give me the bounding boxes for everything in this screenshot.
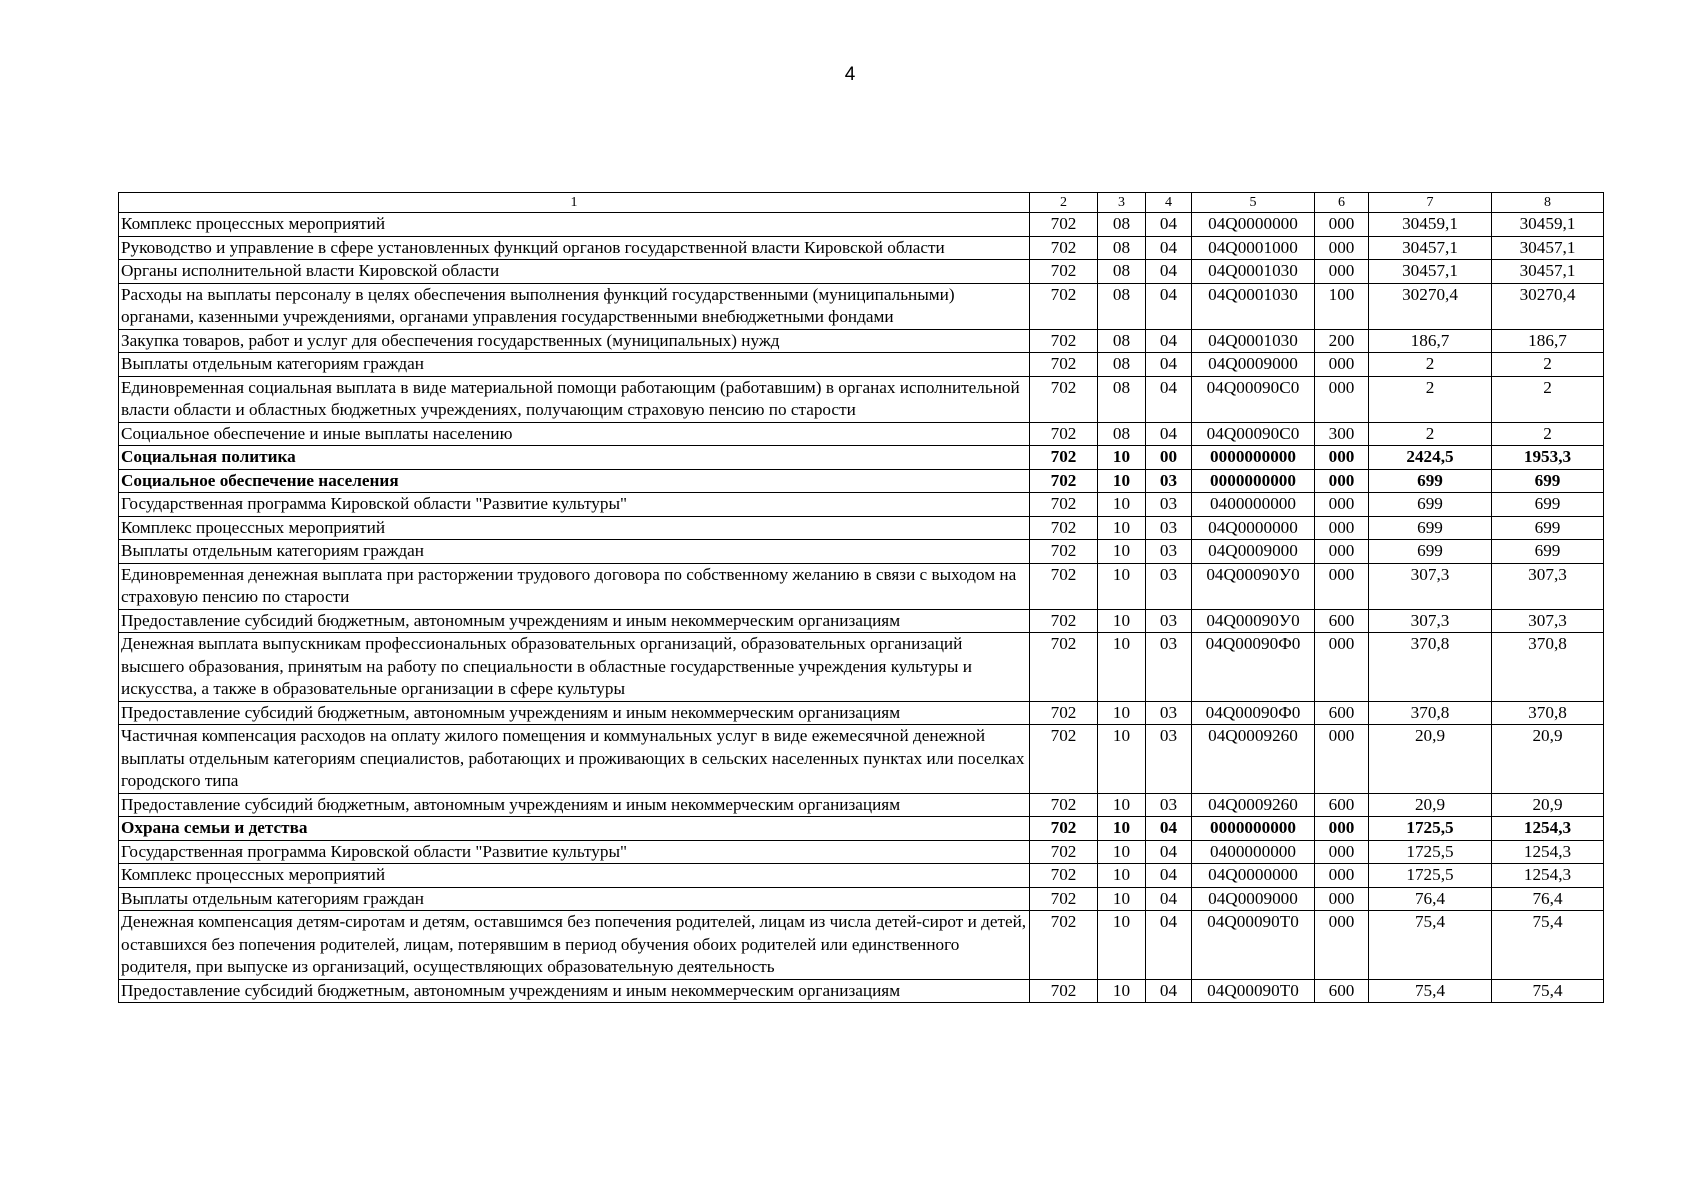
- section-code-cell: 10: [1098, 887, 1146, 911]
- amount-2025-cell: 2: [1369, 353, 1492, 377]
- expense-type-cell: 000: [1315, 563, 1369, 609]
- target-article-cell: 04Q0000000: [1192, 213, 1315, 237]
- section-code-cell: 10: [1098, 725, 1146, 794]
- table-row: [119, 353, 1604, 377]
- subsection-code-cell: 04: [1146, 353, 1192, 377]
- expense-type-cell: 000: [1315, 540, 1369, 564]
- section-code-cell: 10: [1098, 864, 1146, 888]
- expense-type-cell: 600: [1315, 609, 1369, 633]
- subsection-code-cell: 03: [1146, 540, 1192, 564]
- expense-type-cell: 000: [1315, 817, 1369, 841]
- target-article-cell: 04Q00090С0: [1192, 422, 1315, 446]
- row-name-cell: Комплекс процессных мероприятий: [119, 213, 1030, 237]
- target-article-cell: 04Q0009260: [1192, 793, 1315, 817]
- table-row: [119, 516, 1604, 540]
- amount-2025-cell: 1725,5: [1369, 840, 1492, 864]
- ministry-code-cell: 702: [1030, 817, 1098, 841]
- table-row: [119, 609, 1604, 633]
- table-row: [119, 376, 1604, 422]
- ministry-code-cell: 702: [1030, 540, 1098, 564]
- row-name-cell: Единовременная социальная выплата в виде материальной помощи работающим (работавшим) в органах исполнительной власти области и областных бюджетных учреждениях, получающим страховую пенсию по старости: [119, 376, 1030, 422]
- section-code-cell: 08: [1098, 329, 1146, 353]
- amount-2025-cell: 30270,4: [1369, 283, 1492, 329]
- table-row: [119, 887, 1604, 911]
- ministry-code-cell: 702: [1030, 329, 1098, 353]
- section-code-cell: 08: [1098, 236, 1146, 260]
- table-row: [119, 540, 1604, 564]
- amount-2026-cell: 699: [1492, 516, 1604, 540]
- expense-type-cell: 000: [1315, 633, 1369, 702]
- table-row: [119, 633, 1604, 702]
- column-number: 5: [1192, 193, 1315, 213]
- amount-2025-cell: 30457,1: [1369, 260, 1492, 284]
- row-name-cell: Комплекс процессных мероприятий: [119, 516, 1030, 540]
- amount-2025-cell: 30459,1: [1369, 213, 1492, 237]
- amount-2026-cell: 30270,4: [1492, 283, 1604, 329]
- ministry-code-cell: 702: [1030, 701, 1098, 725]
- subsection-code-cell: 03: [1146, 793, 1192, 817]
- amount-2025-cell: 699: [1369, 540, 1492, 564]
- section-code-cell: 08: [1098, 422, 1146, 446]
- amount-2025-cell: 20,9: [1369, 725, 1492, 794]
- expense-type-cell: 100: [1315, 283, 1369, 329]
- target-article-cell: 04Q0009000: [1192, 540, 1315, 564]
- subsection-code-cell: 03: [1146, 563, 1192, 609]
- amount-2025-cell: 307,3: [1369, 563, 1492, 609]
- table-row: [119, 329, 1604, 353]
- target-article-cell: 04Q0001030: [1192, 260, 1315, 284]
- section-code-cell: 10: [1098, 516, 1146, 540]
- ministry-code-cell: 702: [1030, 422, 1098, 446]
- row-name-cell: Комплекс процессных мероприятий: [119, 864, 1030, 888]
- row-name-cell: Социальное обеспечение и иные выплаты населению: [119, 422, 1030, 446]
- target-article-cell: 04Q0001030: [1192, 329, 1315, 353]
- amount-2026-cell: 370,8: [1492, 633, 1604, 702]
- expense-type-cell: 000: [1315, 353, 1369, 377]
- expense-type-cell: 600: [1315, 979, 1369, 1003]
- target-article-cell: 04Q00090Т0: [1192, 979, 1315, 1003]
- row-name-cell: Частичная компенсация расходов на оплату жилого помещения и коммунальных услуг в виде ежемесячной денежной выплаты отдельным категориям специалистов, работающих и проживающих в сельских населенных пунктах или поселках городского типа: [119, 725, 1030, 794]
- amount-2025-cell: 2: [1369, 422, 1492, 446]
- row-name-cell: Выплаты отдельным категориям граждан: [119, 540, 1030, 564]
- table-row: [119, 701, 1604, 725]
- column-number: 3: [1098, 193, 1146, 213]
- amount-2026-cell: 30459,1: [1492, 213, 1604, 237]
- subsection-code-cell: 04: [1146, 817, 1192, 841]
- subsection-code-cell: 03: [1146, 609, 1192, 633]
- section-code-cell: 10: [1098, 563, 1146, 609]
- expense-type-cell: 000: [1315, 446, 1369, 470]
- ministry-code-cell: 702: [1030, 633, 1098, 702]
- row-name-cell: Выплаты отдельным категориям граждан: [119, 353, 1030, 377]
- row-name-cell: Государственная программа Кировской области "Развитие культуры": [119, 840, 1030, 864]
- subsection-code-cell: 00: [1146, 446, 1192, 470]
- amount-2026-cell: 30457,1: [1492, 260, 1604, 284]
- expense-type-cell: 000: [1315, 469, 1369, 493]
- subsection-code-cell: 03: [1146, 469, 1192, 493]
- section-code-cell: 08: [1098, 353, 1146, 377]
- row-name-cell: Расходы на выплаты персоналу в целях обеспечения выполнения функций государственными (муниципальными) органами, казенными учреждениями, органами управления государственными внебюджетными фондами: [119, 283, 1030, 329]
- subsection-code-cell: 04: [1146, 213, 1192, 237]
- amount-2025-cell: 1725,5: [1369, 864, 1492, 888]
- table-row: [119, 236, 1604, 260]
- row-name-cell: Предоставление субсидий бюджетным, автономным учреждениям и иным некоммерческим организациям: [119, 701, 1030, 725]
- amount-2025-cell: 699: [1369, 516, 1492, 540]
- table-row: [119, 493, 1604, 517]
- expense-type-cell: 000: [1315, 260, 1369, 284]
- table-header-row: [119, 193, 1604, 213]
- expense-type-cell: 600: [1315, 793, 1369, 817]
- table-row: [119, 979, 1604, 1003]
- ministry-code-cell: 702: [1030, 793, 1098, 817]
- subsection-code-cell: 04: [1146, 864, 1192, 888]
- row-name-cell: Денежная компенсация детям-сиротам и детям, оставшимся без попечения родителей, лицам из числа детей-сирот и детей, оставшихся без попечения родителей, лицам, потерявшим в период обучения обоих родителей или единственного родителя, при выпуске из организаций, осуществляющих образовательную деятельность: [119, 911, 1030, 980]
- table-row: [119, 864, 1604, 888]
- ministry-code-cell: 702: [1030, 563, 1098, 609]
- expense-type-cell: 200: [1315, 329, 1369, 353]
- section-code-cell: 08: [1098, 283, 1146, 329]
- expense-type-cell: 000: [1315, 213, 1369, 237]
- row-name-cell: Органы исполнительной власти Кировской области: [119, 260, 1030, 284]
- subsection-code-cell: 03: [1146, 725, 1192, 794]
- ministry-code-cell: 702: [1030, 446, 1098, 470]
- amount-2026-cell: 76,4: [1492, 887, 1604, 911]
- table-row: [119, 283, 1604, 329]
- section-code-cell: 10: [1098, 979, 1146, 1003]
- expense-type-cell: 000: [1315, 516, 1369, 540]
- target-article-cell: 04Q00090Ф0: [1192, 633, 1315, 702]
- amount-2025-cell: 370,8: [1369, 633, 1492, 702]
- amount-2026-cell: 75,4: [1492, 979, 1604, 1003]
- section-code-cell: 08: [1098, 260, 1146, 284]
- table-row: [119, 817, 1604, 841]
- column-number: 6: [1315, 193, 1369, 213]
- amount-2026-cell: 1254,3: [1492, 817, 1604, 841]
- row-name-cell: Предоставление субсидий бюджетным, автономным учреждениям и иным некоммерческим организациям: [119, 793, 1030, 817]
- target-article-cell: 04Q0009000: [1192, 887, 1315, 911]
- page-number: 4: [844, 64, 856, 85]
- table-row: [119, 725, 1604, 794]
- amount-2026-cell: 699: [1492, 540, 1604, 564]
- row-name-cell: Денежная выплата выпускникам профессиональных образовательных организаций, образовательных организаций высшего образования, принятым на работу по специальности в областные государственные учреждения культуры и искусства, а также в образовательные организации в сфере культуры: [119, 633, 1030, 702]
- target-article-cell: 0400000000: [1192, 840, 1315, 864]
- section-code-cell: 10: [1098, 701, 1146, 725]
- row-name-cell: Выплаты отдельным категориям граждан: [119, 887, 1030, 911]
- table-row: [119, 446, 1604, 470]
- amount-2025-cell: 2424,5: [1369, 446, 1492, 470]
- amount-2026-cell: 307,3: [1492, 563, 1604, 609]
- amount-2025-cell: 699: [1369, 493, 1492, 517]
- amount-2026-cell: 2: [1492, 376, 1604, 422]
- amount-2026-cell: 1254,3: [1492, 864, 1604, 888]
- section-code-cell: 10: [1098, 817, 1146, 841]
- amount-2026-cell: 20,9: [1492, 725, 1604, 794]
- amount-2025-cell: 75,4: [1369, 979, 1492, 1003]
- table-row: [119, 793, 1604, 817]
- row-name-cell: Социальная политика: [119, 446, 1030, 470]
- subsection-code-cell: 04: [1146, 422, 1192, 446]
- ministry-code-cell: 702: [1030, 236, 1098, 260]
- section-code-cell: 10: [1098, 446, 1146, 470]
- section-code-cell: 10: [1098, 609, 1146, 633]
- section-code-cell: 10: [1098, 840, 1146, 864]
- amount-2025-cell: 307,3: [1369, 609, 1492, 633]
- amount-2026-cell: 370,8: [1492, 701, 1604, 725]
- section-code-cell: 10: [1098, 793, 1146, 817]
- subsection-code-cell: 04: [1146, 376, 1192, 422]
- expense-type-cell: 000: [1315, 493, 1369, 517]
- expense-type-cell: 000: [1315, 887, 1369, 911]
- ministry-code-cell: 702: [1030, 353, 1098, 377]
- subsection-code-cell: 04: [1146, 979, 1192, 1003]
- budget-table: [118, 192, 1604, 1003]
- amount-2026-cell: 186,7: [1492, 329, 1604, 353]
- expense-type-cell: 300: [1315, 422, 1369, 446]
- amount-2026-cell: 1953,3: [1492, 446, 1604, 470]
- target-article-cell: 04Q00090Ф0: [1192, 701, 1315, 725]
- ministry-code-cell: 702: [1030, 260, 1098, 284]
- table-row: [119, 469, 1604, 493]
- subsection-code-cell: 03: [1146, 701, 1192, 725]
- row-name-cell: Предоставление субсидий бюджетным, автономным учреждениям и иным некоммерческим организациям: [119, 609, 1030, 633]
- target-article-cell: 04Q0009000: [1192, 353, 1315, 377]
- section-code-cell: 08: [1098, 376, 1146, 422]
- amount-2026-cell: 2: [1492, 353, 1604, 377]
- amount-2026-cell: 20,9: [1492, 793, 1604, 817]
- subsection-code-cell: 04: [1146, 283, 1192, 329]
- amount-2026-cell: 699: [1492, 493, 1604, 517]
- table-row: [119, 260, 1604, 284]
- ministry-code-cell: 702: [1030, 213, 1098, 237]
- amount-2026-cell: 307,3: [1492, 609, 1604, 633]
- target-article-cell: 04Q0001030: [1192, 283, 1315, 329]
- amount-2025-cell: 1725,5: [1369, 817, 1492, 841]
- target-article-cell: 04Q00090У0: [1192, 609, 1315, 633]
- expense-type-cell: 000: [1315, 725, 1369, 794]
- ministry-code-cell: 702: [1030, 376, 1098, 422]
- subsection-code-cell: 03: [1146, 516, 1192, 540]
- target-article-cell: 04Q0000000: [1192, 516, 1315, 540]
- target-article-cell: 0000000000: [1192, 446, 1315, 470]
- subsection-code-cell: 04: [1146, 329, 1192, 353]
- column-number: 8: [1492, 193, 1604, 213]
- amount-2025-cell: 20,9: [1369, 793, 1492, 817]
- target-article-cell: 0000000000: [1192, 469, 1315, 493]
- amount-2025-cell: 75,4: [1369, 911, 1492, 980]
- column-number: 2: [1030, 193, 1098, 213]
- table-row: [119, 213, 1604, 237]
- expense-type-cell: 000: [1315, 864, 1369, 888]
- expense-type-cell: 000: [1315, 236, 1369, 260]
- amount-2026-cell: 30457,1: [1492, 236, 1604, 260]
- ministry-code-cell: 702: [1030, 864, 1098, 888]
- subsection-code-cell: 03: [1146, 493, 1192, 517]
- ministry-code-cell: 702: [1030, 283, 1098, 329]
- column-number: 1: [119, 193, 1030, 213]
- ministry-code-cell: 702: [1030, 979, 1098, 1003]
- amount-2025-cell: 370,8: [1369, 701, 1492, 725]
- table-row: [119, 563, 1604, 609]
- row-name-cell: Охрана семьи и детства: [119, 817, 1030, 841]
- expense-type-cell: 000: [1315, 840, 1369, 864]
- subsection-code-cell: 04: [1146, 911, 1192, 980]
- amount-2025-cell: 76,4: [1369, 887, 1492, 911]
- subsection-code-cell: 04: [1146, 236, 1192, 260]
- column-number: 4: [1146, 193, 1192, 213]
- row-name-cell: Руководство и управление в сфере установленных функций органов государственной власти Кировской области: [119, 236, 1030, 260]
- row-name-cell: Государственная программа Кировской области "Развитие культуры": [119, 493, 1030, 517]
- amount-2025-cell: 30457,1: [1369, 236, 1492, 260]
- column-number: 7: [1369, 193, 1492, 213]
- target-article-cell: 04Q0001000: [1192, 236, 1315, 260]
- ministry-code-cell: 702: [1030, 493, 1098, 517]
- ministry-code-cell: 702: [1030, 911, 1098, 980]
- section-code-cell: 10: [1098, 633, 1146, 702]
- section-code-cell: 10: [1098, 469, 1146, 493]
- ministry-code-cell: 702: [1030, 469, 1098, 493]
- subsection-code-cell: 04: [1146, 260, 1192, 284]
- expense-type-cell: 000: [1315, 911, 1369, 980]
- ministry-code-cell: 702: [1030, 725, 1098, 794]
- target-article-cell: 0400000000: [1192, 493, 1315, 517]
- row-name-cell: Закупка товаров, работ и услуг для обеспечения государственных (муниципальных) нужд: [119, 329, 1030, 353]
- section-code-cell: 08: [1098, 213, 1146, 237]
- section-code-cell: 10: [1098, 493, 1146, 517]
- amount-2025-cell: 2: [1369, 376, 1492, 422]
- target-article-cell: 0000000000: [1192, 817, 1315, 841]
- amount-2025-cell: 186,7: [1369, 329, 1492, 353]
- ministry-code-cell: 702: [1030, 887, 1098, 911]
- row-name-cell: Социальное обеспечение населения: [119, 469, 1030, 493]
- ministry-code-cell: 702: [1030, 609, 1098, 633]
- table-row: [119, 911, 1604, 980]
- row-name-cell: Предоставление субсидий бюджетным, автономным учреждениям и иным некоммерческим организациям: [119, 979, 1030, 1003]
- expense-type-cell: 000: [1315, 376, 1369, 422]
- subsection-code-cell: 04: [1146, 887, 1192, 911]
- amount-2026-cell: 699: [1492, 469, 1604, 493]
- target-article-cell: 04Q0009260: [1192, 725, 1315, 794]
- ministry-code-cell: 702: [1030, 516, 1098, 540]
- target-article-cell: 04Q00090У0: [1192, 563, 1315, 609]
- section-code-cell: 10: [1098, 540, 1146, 564]
- target-article-cell: 04Q00090С0: [1192, 376, 1315, 422]
- target-article-cell: 04Q0000000: [1192, 864, 1315, 888]
- subsection-code-cell: 04: [1146, 840, 1192, 864]
- table-row: [119, 840, 1604, 864]
- table-row: [119, 422, 1604, 446]
- amount-2026-cell: 1254,3: [1492, 840, 1604, 864]
- target-article-cell: 04Q00090Т0: [1192, 911, 1315, 980]
- row-name-cell: Единовременная денежная выплата при расторжении трудового договора по собственному желанию в связи с выходом на страховую пенсию по старости: [119, 563, 1030, 609]
- ministry-code-cell: 702: [1030, 840, 1098, 864]
- subsection-code-cell: 03: [1146, 633, 1192, 702]
- amount-2025-cell: 699: [1369, 469, 1492, 493]
- amount-2026-cell: 75,4: [1492, 911, 1604, 980]
- expense-type-cell: 600: [1315, 701, 1369, 725]
- amount-2026-cell: 2: [1492, 422, 1604, 446]
- section-code-cell: 10: [1098, 911, 1146, 980]
